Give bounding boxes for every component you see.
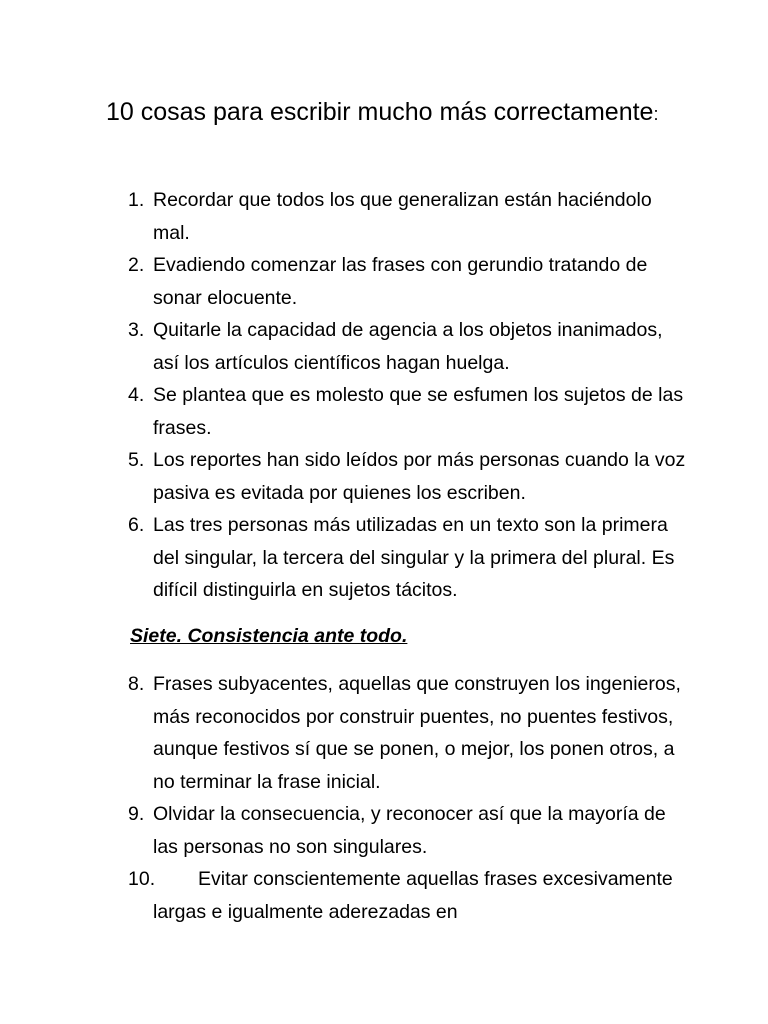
list-item-text: Los reportes han sido leídos por más personas cuando la voz pasiva es evitada por quienes los escriben. [153, 449, 686, 504]
list-item-text: Evadiendo comenzar las frases con gerundio tratando de sonar elocuente. [153, 254, 648, 309]
numbered-list-b [128, 668, 688, 928]
list-item-text: Recordar que todos los que generalizan están haciéndolo mal. [153, 189, 652, 244]
section-subheading: Siete. Consistencia ante todo. [130, 625, 408, 647]
list-item [128, 863, 688, 928]
document-title-text: 10 cosas para escribir mucho más correctamente [106, 98, 654, 126]
list-item-text: Se plantea que es molesto que se esfumen los sujetos de las frases. [153, 384, 684, 439]
list-item-text: Quitarle la capacidad de agencia a los objetos inanimados, así los artículos científicos hagan huelga. [153, 319, 663, 374]
list-item [128, 798, 688, 863]
list-item-text: Las tres personas más utilizadas en un texto son la primera del singular, la tercera del singular y la primera del plural. Es difícil distinguirla en sujetos tácitos. [153, 514, 675, 601]
list-item-number: 3. [128, 319, 145, 341]
list-item-text: Evitar conscientemente aquellas frases excesivamente largas e igualmente aderezadas en [153, 868, 673, 923]
list-item [128, 314, 688, 379]
list-item-number: 4. [128, 384, 145, 406]
document-title-colon: : [653, 104, 659, 124]
list-item-number: 1. [128, 189, 145, 211]
list-item-number: 8. [128, 673, 145, 695]
list-item-number: 2. [128, 254, 145, 276]
document-title [106, 90, 666, 136]
list-item-text: Frases subyacentes, aquellas que construyen los ingenieros, más reconocidos por construir puentes, no puentes festivos, aunque festivos sí que se ponen, o mejor, los ponen otros, a no terminar la frase inicial. [153, 673, 681, 793]
list-item [128, 249, 688, 314]
list-item [128, 184, 688, 249]
list-item-text: Olvidar la consecuencia, y reconocer así que la mayoría de las personas no son singulares. [153, 803, 666, 858]
list-item [128, 509, 688, 607]
list-item [128, 379, 688, 444]
list-item-number: 5. [128, 449, 145, 471]
list-item-number: 10. [128, 868, 156, 890]
numbered-list-a [128, 184, 688, 607]
list-item-number: 9. [128, 803, 145, 825]
list-item [128, 668, 688, 798]
list-item-number: 6. [128, 514, 145, 536]
list-item [128, 444, 688, 509]
